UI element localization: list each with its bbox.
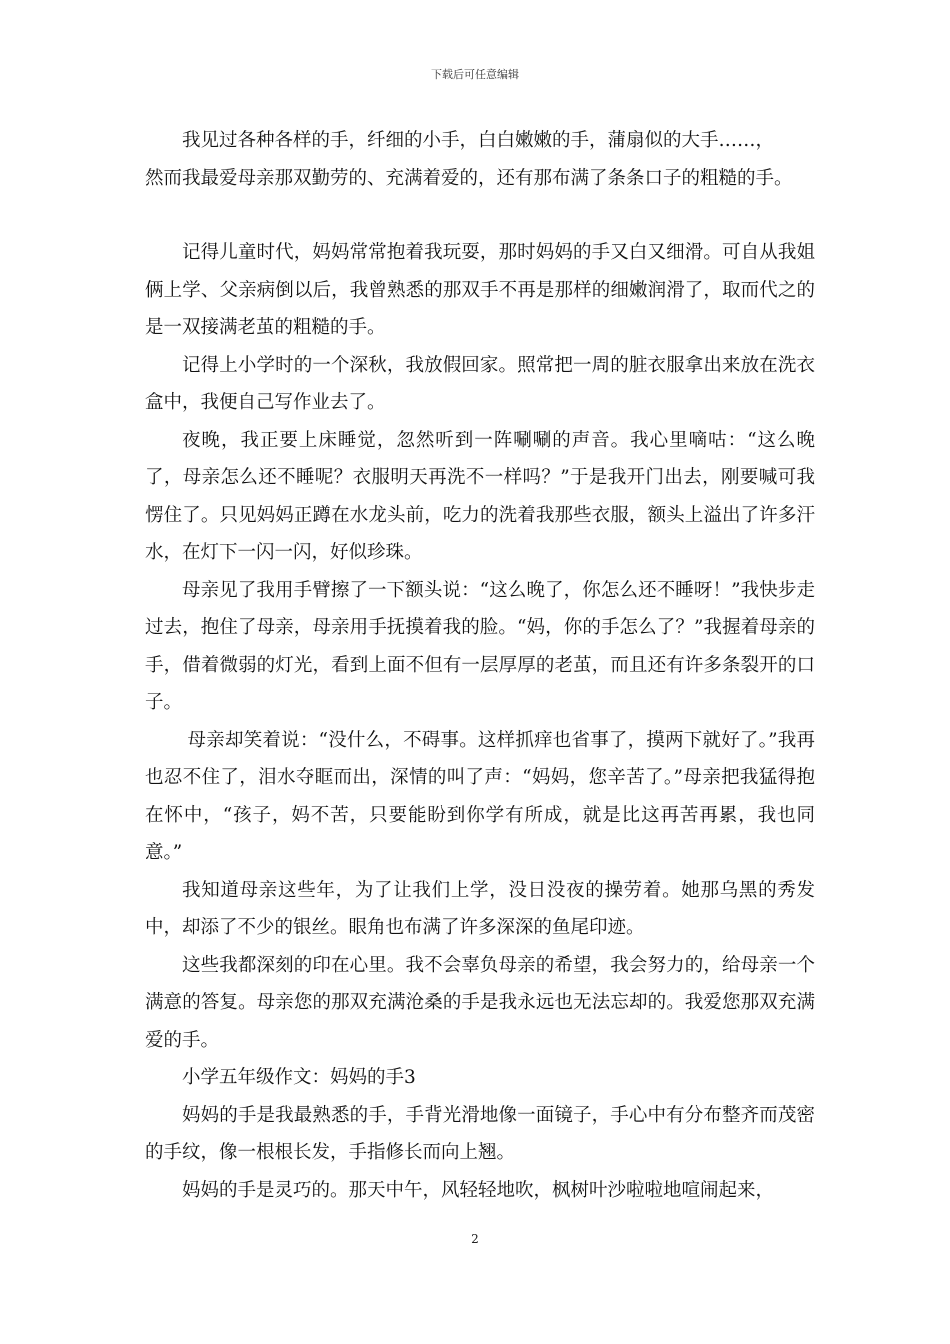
paragraph-6: 母亲见了我用手臂擦了一下额头说：“这么晚了，你怎么还不睡呀！”我快步走过去，抱住了母亲，母亲用手抚摸着我的脸。“妈，你的手怎么了？”我握着母亲的手，借着微弱的灯光，看到上面不但有一层厚厚的老茧，而且还有许多条裂开的口子。 [145, 579, 815, 713]
paragraph-7: 母亲却笑着说：“没什么，不碍事。这样抓痒也省事了，摸两下就好了。”我再也忍不住了，泪水夺眶而出，深情的叫了声：“妈妈，您辛苦了。”母亲把我猛得抱在怀中，“孩子，妈不苦，只要能盼到你学有所成，就是比这再苦再累，我也同意。” [145, 729, 815, 863]
paragraph-1: 我见过各种各样的手，纤细的小手，白白嫩嫩的手，蒲扇似的大手……， [182, 130, 775, 151]
paragraph-2: 然而我最爱母亲那双勤劳的、充满着爱的，还有那布满了条条口子的粗糙的手。 [145, 167, 793, 189]
paragraph-8: 我知道母亲这些年，为了让我们上学，没日没夜的操劳着。她那乌黑的秀发中，却添了不少的银丝。眼角也布满了许多深深的鱼尾印迹。 [145, 879, 815, 938]
paragraph-11: 妈妈的手是灵巧的。那天中午，风轻轻地吹，枫树叶沙啦啦地喧闹起来， [182, 1179, 775, 1201]
document-body [145, 122, 815, 1209]
paragraph-3: 记得儿童时代，妈妈常常抱着我玩耍，那时妈妈的手又白又细滑。可自从我姐俩上学、父亲病倒以后，我曾熟悉的那双手不再是那样的细嫩润滑了，取而代之的是一双接满老茧的粗糙的手。 [145, 242, 815, 338]
paragraph-10: 妈妈的手是我最熟悉的手，手背光滑地像一面镜子，手心中有分布整齐而茂密的手纹，像一根根长发，手指修长而向上翘。 [145, 1104, 815, 1163]
page-number: 2 [471, 1232, 479, 1246]
section-heading: 小学五年级作文：妈妈的手3 [182, 1067, 416, 1088]
paragraph-9: 这些我都深刻的印在心里。我不会辜负母亲的希望，我会努力的，给母亲一个满意的答复。母亲您的那双充满沧桑的手是我永远也无法忘却的。我爱您那双充满爱的手。 [145, 954, 815, 1051]
paragraph-4: 记得上小学时的一个深秋，我放假回家。照常把一周的脏衣服拿出来放在洗衣盒中，我便自己写作业去了。 [145, 354, 815, 413]
paragraph-5: 夜晚，我正要上床睡觉，忽然听到一阵唰唰的声音。我心里嘀咕：“这么晚了，母亲怎么还不睡呢？衣服明天再洗不一样吗？”于是我开门出去，刚要喊可我愣住了。只见妈妈正蹲在水龙头前，吃力的洗着我那些衣服，额头上溢出了许多汗水，在灯下一闪一闪，好似珍珠。 [145, 429, 815, 563]
page-header: 下载后可任意编辑 [431, 68, 519, 81]
blank-line [145, 197, 815, 234]
